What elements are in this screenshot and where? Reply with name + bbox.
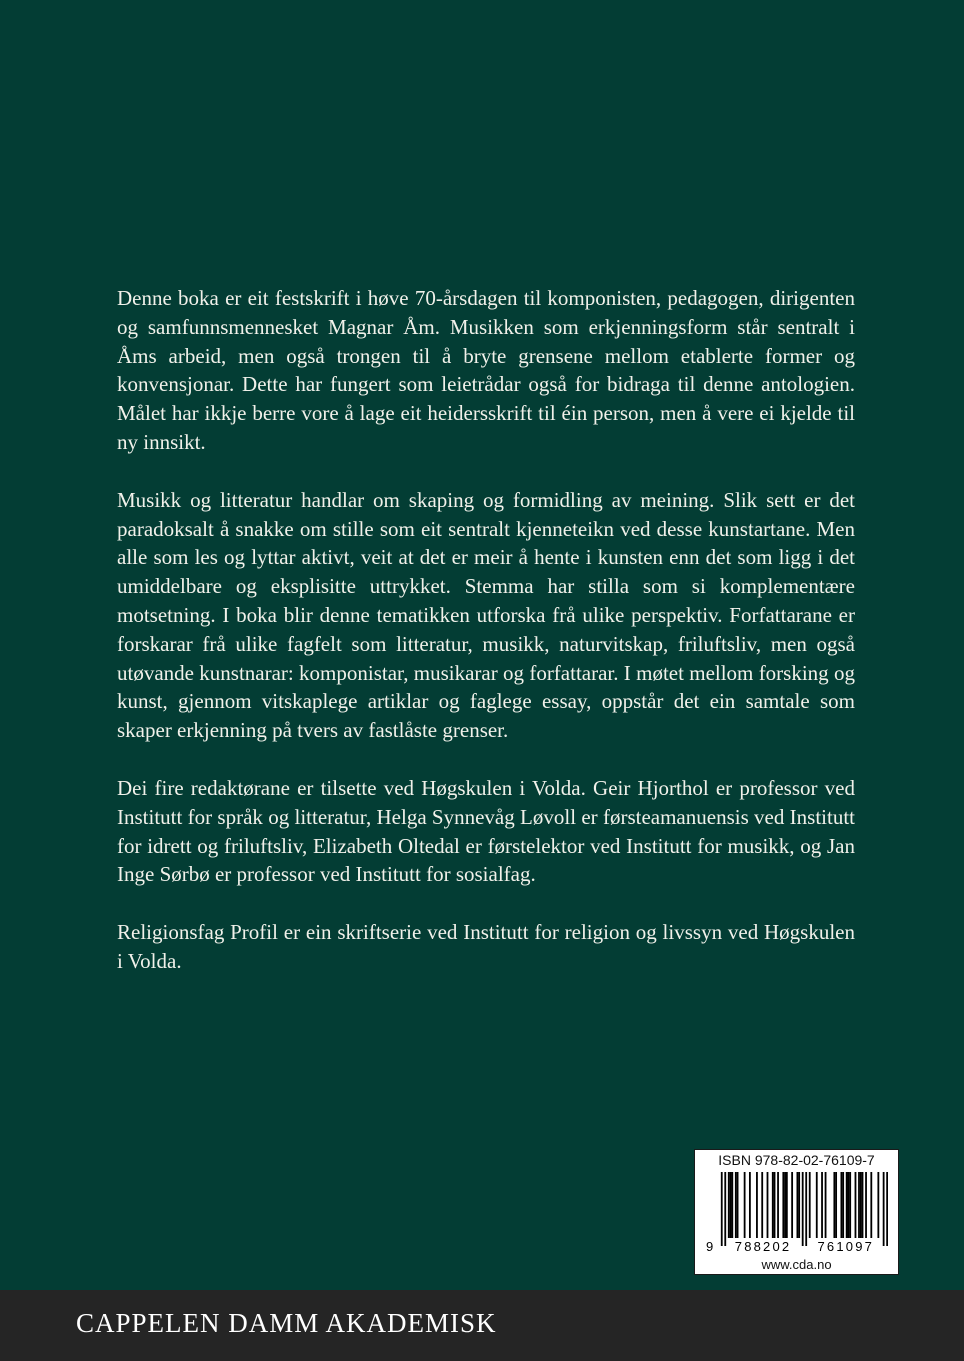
barcode-bar <box>805 1172 807 1246</box>
barcode-bar <box>833 1172 835 1238</box>
barcode-bar <box>797 1172 799 1238</box>
barcode-bar <box>860 1172 862 1238</box>
barcode-bar <box>786 1172 788 1238</box>
barcode-bar <box>877 1172 879 1238</box>
barcode-bar <box>840 1172 842 1238</box>
barcode-digits-left: 788202 <box>734 1239 792 1252</box>
barcode-bar <box>816 1172 818 1238</box>
barcode-bar <box>756 1172 758 1238</box>
barcode-bar <box>865 1172 867 1238</box>
barcode-bar <box>802 1172 804 1246</box>
barcode-bar <box>777 1172 779 1238</box>
barcode-bars <box>705 1172 888 1252</box>
barcode-bar <box>782 1172 784 1238</box>
barcode-bar <box>721 1172 723 1246</box>
blurb-paragraph-2: Musikk og litteratur handlar om skaping og formidling av meining. Slik sett er det paradoksalt å snakke om stille som eit sentralt kjenneteikn ved desse kunstartane. Men alle som les og lyttar aktivt, veit at det er meir å hente i kunsten enn det som ligg i det umiddelbare og eksplisitte uttrykket. Stemma har stilla som si komplementære motsetning. I boka blir denne tematikken utforska frå ulike perspektiv. Forfattarane er forskarar frå ulike fagfelt som litteratur, musikk, naturvitskap, friluftsliv, men også utøvande kunstnarar: komponistar, musikarar og forfattarar. I møtet mellom forsking og kunst, gjennom vitskaplege artiklar og faglege essay, oppstår det ein samtale som skaper erkjenning på tvers av fastlåste grenser. <box>117 487 855 743</box>
isbn-label: ISBN 978-82-02-76109-7 <box>718 1152 875 1168</box>
barcode-bar <box>849 1172 851 1238</box>
barcode-bar <box>772 1172 774 1238</box>
barcode-bar <box>728 1172 730 1238</box>
barcode-bar <box>821 1172 823 1238</box>
barcode-bar <box>767 1172 769 1238</box>
barcode-bar <box>798 1172 800 1238</box>
barcode-bar <box>848 1172 850 1238</box>
blurb-paragraph-4: Religionsfag Profil er ein skriftserie ved Institutt for religion og livssyn ved Høgskulen i Volda. <box>117 920 855 973</box>
publisher-url: www.cda.no <box>761 1257 832 1272</box>
barcode-bar <box>744 1172 746 1238</box>
barcode-bar <box>735 1172 737 1238</box>
barcode-bar <box>724 1172 726 1246</box>
barcode-bar <box>730 1172 732 1238</box>
footer-band <box>0 1290 964 1361</box>
barcode-bar <box>870 1172 872 1238</box>
barcode-bar <box>825 1172 827 1238</box>
barcode-bar <box>761 1172 763 1238</box>
blurb-paragraph-3: Dei fire redaktørane er tilsette ved Høgskulen i Volda. Geir Hjorthol er professor ved Institutt for språk og litteratur, Helga Synnevåg Løvoll er førsteamanuensis ved Institutt for idrett og friluftsliv, Elizabeth Oltedal er førstelektor ved Institutt for musikk, og Jan Inge Sørbø er professor ved Institutt for sosialfag. <box>117 775 855 887</box>
barcode-bar <box>858 1172 860 1238</box>
barcode-bar <box>784 1172 786 1238</box>
barcode-bar <box>842 1172 844 1238</box>
barcode-bar <box>846 1172 848 1238</box>
barcode-bar <box>737 1172 739 1238</box>
barcode-bar <box>774 1172 776 1238</box>
barcode-bar <box>855 1172 857 1238</box>
barcode-bar <box>791 1172 793 1238</box>
barcode-bar <box>835 1172 837 1238</box>
barcode-bar <box>886 1172 888 1246</box>
barcode-bar <box>883 1172 885 1246</box>
publisher-logo: CAPPELEN DAMM AKADEMISK <box>76 1308 497 1338</box>
barcode-bar <box>809 1172 811 1238</box>
barcode-digits-right: 761097 <box>817 1239 875 1252</box>
barcode-digit-first: 9 <box>706 1239 716 1252</box>
blurb-paragraph-1: Denne boka er eit festskrift i høve 70-årsdagen til komponisten, pedagogen, dirigenten og samfunnsmennesket Magnar Åm. Musikken som erkjenningsform står sentralt i Åms arbeid, men også trongen til å bryte grensene mellom etablerte former og konvensjonar. Dette har fungert som leietrådar også for bidraga til denne antologien. Målet har ikkje berre vore å lage eit heidersskrift til éin person, men å vere ei kjelde til ny innsikt. <box>117 286 855 454</box>
blurb-text <box>117 284 855 1005</box>
barcode-bar <box>862 1172 864 1238</box>
barcode-bar <box>749 1172 751 1238</box>
barcode-bar <box>731 1172 733 1238</box>
isbn-barcode <box>694 1149 899 1275</box>
